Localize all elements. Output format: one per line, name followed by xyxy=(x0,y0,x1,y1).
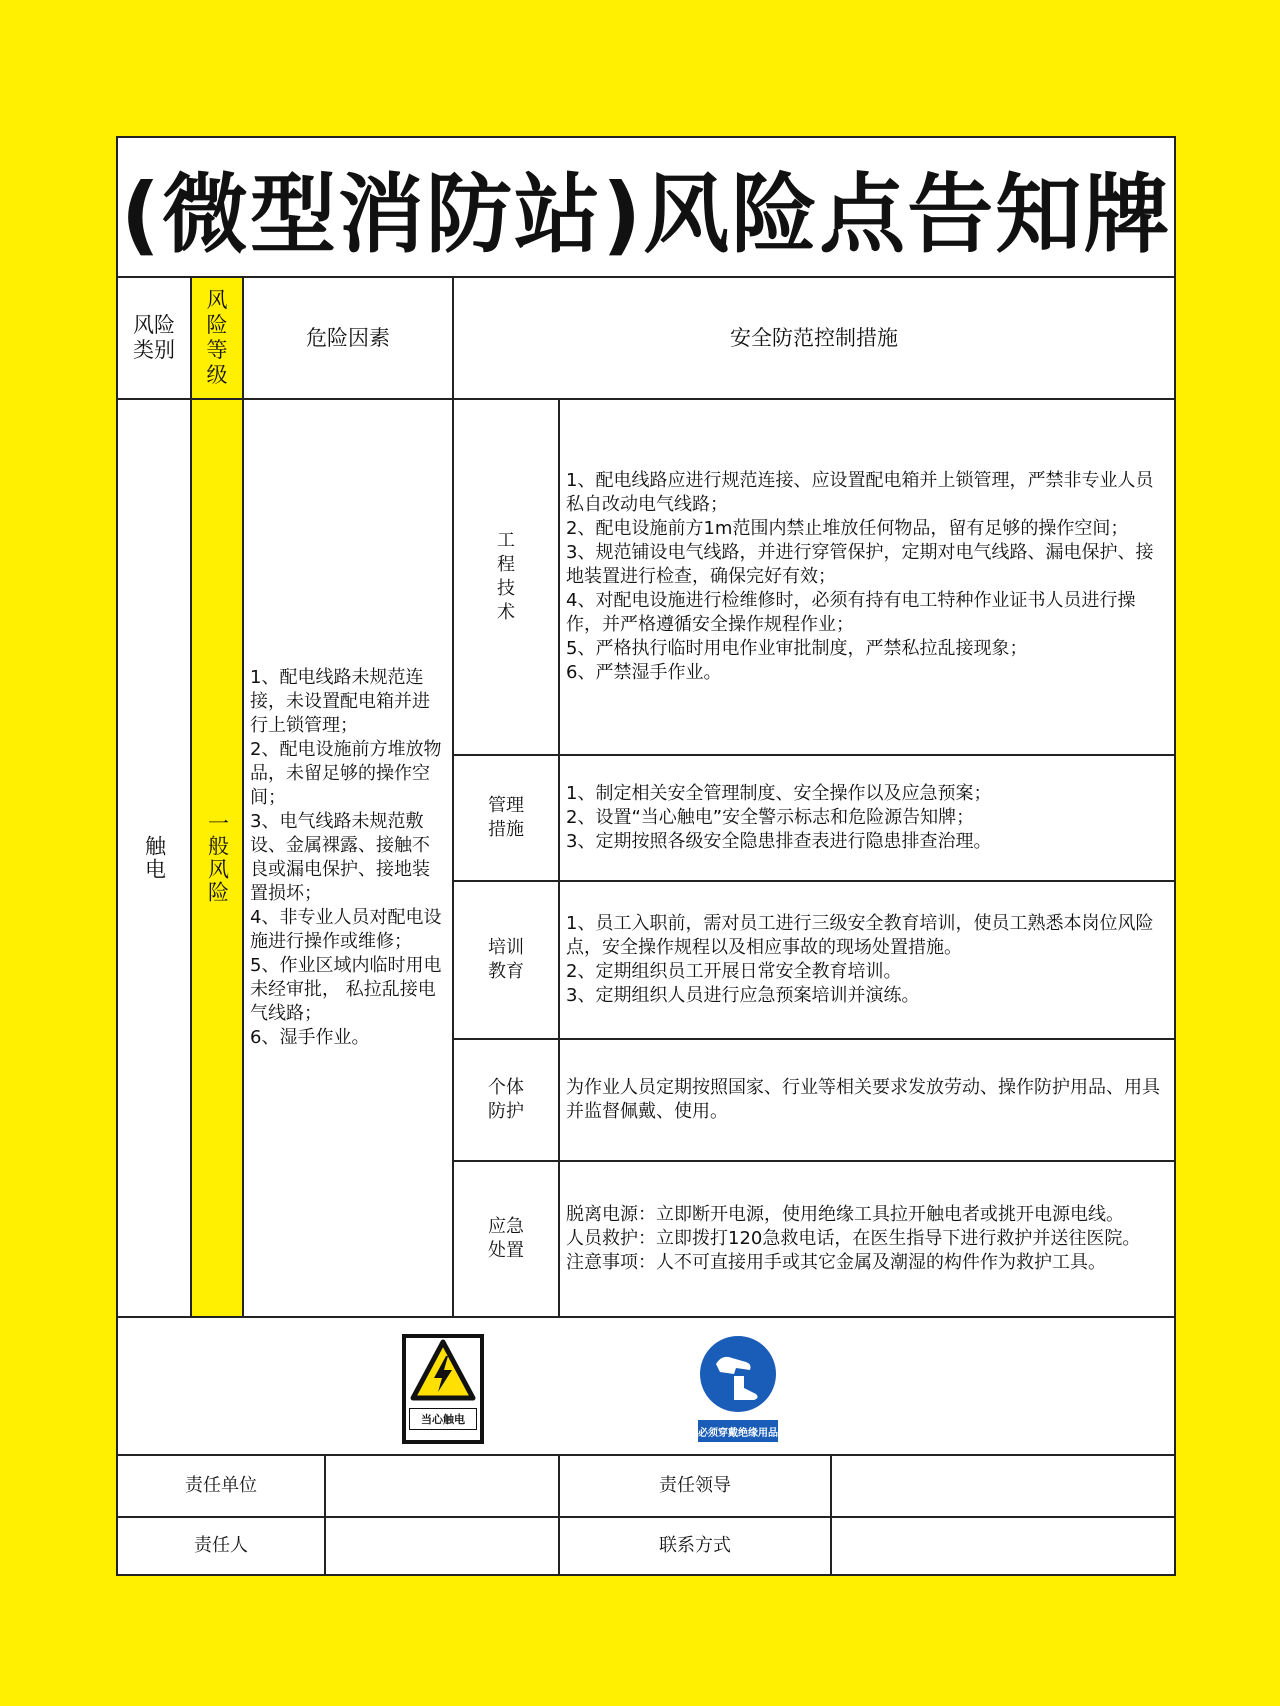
gloves-sign-caption: 必须穿戴绝缘用品 xyxy=(698,1420,778,1442)
contact-label: 联系方式 xyxy=(560,1518,832,1574)
measure-label-ppe: 个体防护 xyxy=(454,1040,560,1162)
list-item: 3、定期按照各级安全隐患排查表进行隐患排查治理。 xyxy=(566,831,992,852)
header-risk-category xyxy=(118,278,192,400)
hazard-list xyxy=(244,666,452,1050)
header-hazard-factors xyxy=(244,278,454,400)
measure-management xyxy=(560,756,1174,882)
list-item: 注意事项：人不可直接用手或其它金属及潮湿的构件作为救护工具。 xyxy=(566,1252,1106,1273)
responsible-person-value xyxy=(326,1518,560,1574)
list-item: 人员救护：立即拨打120急救电话，在医生指导下进行救护并送往医院。 xyxy=(566,1228,1141,1249)
risk-category-cell xyxy=(118,400,192,1318)
measure-label-management: 管理措施 xyxy=(454,756,560,882)
risk-level-cell xyxy=(192,400,244,1318)
electric-sign-caption: 当心触电 xyxy=(409,1408,477,1430)
measure-ppe xyxy=(560,1040,1174,1162)
list-item: 脱离电源：立即断开电源，使用绝缘工具拉开触电者或挑开电源电线。 xyxy=(566,1204,1124,1225)
header-hazard-factors-text: 危险因素 xyxy=(306,325,390,350)
list-item: 6、严禁湿手作业。 xyxy=(566,662,722,683)
list-item: 1、配电线路未规范连接，未设置配电箱并进行上锁管理； xyxy=(250,667,430,736)
measure-label-emergency: 应急处置 xyxy=(454,1162,560,1318)
high-voltage-triangle-icon xyxy=(410,1338,476,1404)
list-item: 3、电气线路未规范敷设、金属裸露、接触不良或漏电保护、接地装置损坏； xyxy=(250,811,430,904)
risk-category-value: 触电 xyxy=(142,835,167,881)
contact-value xyxy=(832,1518,1174,1574)
electric-shock-warning-sign xyxy=(402,1334,484,1444)
list-item: 4、非专业人员对配电设施进行操作或维修； xyxy=(250,907,442,952)
measure-training xyxy=(560,882,1174,1040)
sign-row xyxy=(118,1318,1174,1456)
responsible-person-label: 责任人 xyxy=(118,1518,326,1574)
measure-label-training: 培训教育 xyxy=(454,882,560,1040)
header-safety-measures xyxy=(454,278,1174,400)
list-item: 3、规范铺设电气线路，并进行穿管保护，定期对电气线路、漏电保护、接地装置进行检查，确保完好有效； xyxy=(566,542,1154,587)
responsible-leader-value xyxy=(832,1456,1174,1518)
notice-board xyxy=(116,136,1176,1576)
list-item: 5、作业区域内临时用电未经审批， 私拉乱接电气线路； xyxy=(250,955,442,1024)
list-item: 5、严格执行临时用电作业审批制度，严禁私拉乱接现象； xyxy=(566,638,1028,659)
list-item: 2、设置“当心触电”安全警示标志和危险源告知牌； xyxy=(566,807,975,828)
list-item: 1、制定相关安全管理制度、安全操作以及应急预案； xyxy=(566,783,992,804)
responsible-leader-label: 责任领导 xyxy=(560,1456,832,1518)
measure-emergency xyxy=(560,1162,1174,1318)
insulation-gear-mandatory-sign xyxy=(698,1334,778,1444)
list-item: 6、湿手作业。 xyxy=(250,1027,370,1048)
header-risk-category-text: 风险类别 xyxy=(133,313,175,362)
gloves-boots-icon xyxy=(698,1334,778,1414)
measure-engineering xyxy=(560,400,1174,756)
header-risk-level xyxy=(192,278,244,400)
page-title: (微型消防站)风险点告知牌 xyxy=(118,138,1174,278)
list-item: 2、配电设施前方1m范围内禁止堆放任何物品，留有足够的操作空间； xyxy=(566,518,1129,539)
hazard-factors-cell xyxy=(244,400,454,1318)
list-item: 3、定期组织人员进行应急预案培训并演练。 xyxy=(566,985,920,1006)
measure-label-engineering: 工程技术 xyxy=(454,400,560,756)
responsible-unit-label: 责任单位 xyxy=(118,1456,326,1518)
list-item: 为作业人员定期按照国家、行业等相关要求发放劳动、操作防护用品、用具并监督佩戴、使用。 xyxy=(566,1077,1160,1122)
responsible-unit-value xyxy=(326,1456,560,1518)
header-risk-level-text: 风险等级 xyxy=(206,288,228,387)
list-item: 4、对配电设施进行检维修时，必须有持有电工特种作业证书人员进行操作，并严格遵循安全操作规程作业； xyxy=(566,590,1136,635)
list-item: 2、定期组织员工开展日常安全教育培训。 xyxy=(566,961,902,982)
list-item: 2、配电设施前方堆放物品，未留足够的操作空间； xyxy=(250,739,442,808)
list-item: 1、员工入职前，需对员工进行三级安全教育培训，使员工熟悉本岗位风险点，安全操作规程以及相应事故的现场处置措施。 xyxy=(566,913,1154,958)
header-safety-measures-text: 安全防范控制措施 xyxy=(730,325,898,350)
risk-level-value: 一般风险 xyxy=(205,812,230,904)
list-item: 1、配电线路应进行规范连接、应设置配电箱并上锁管理，严禁非专业人员私自改动电气线路； xyxy=(566,470,1154,515)
